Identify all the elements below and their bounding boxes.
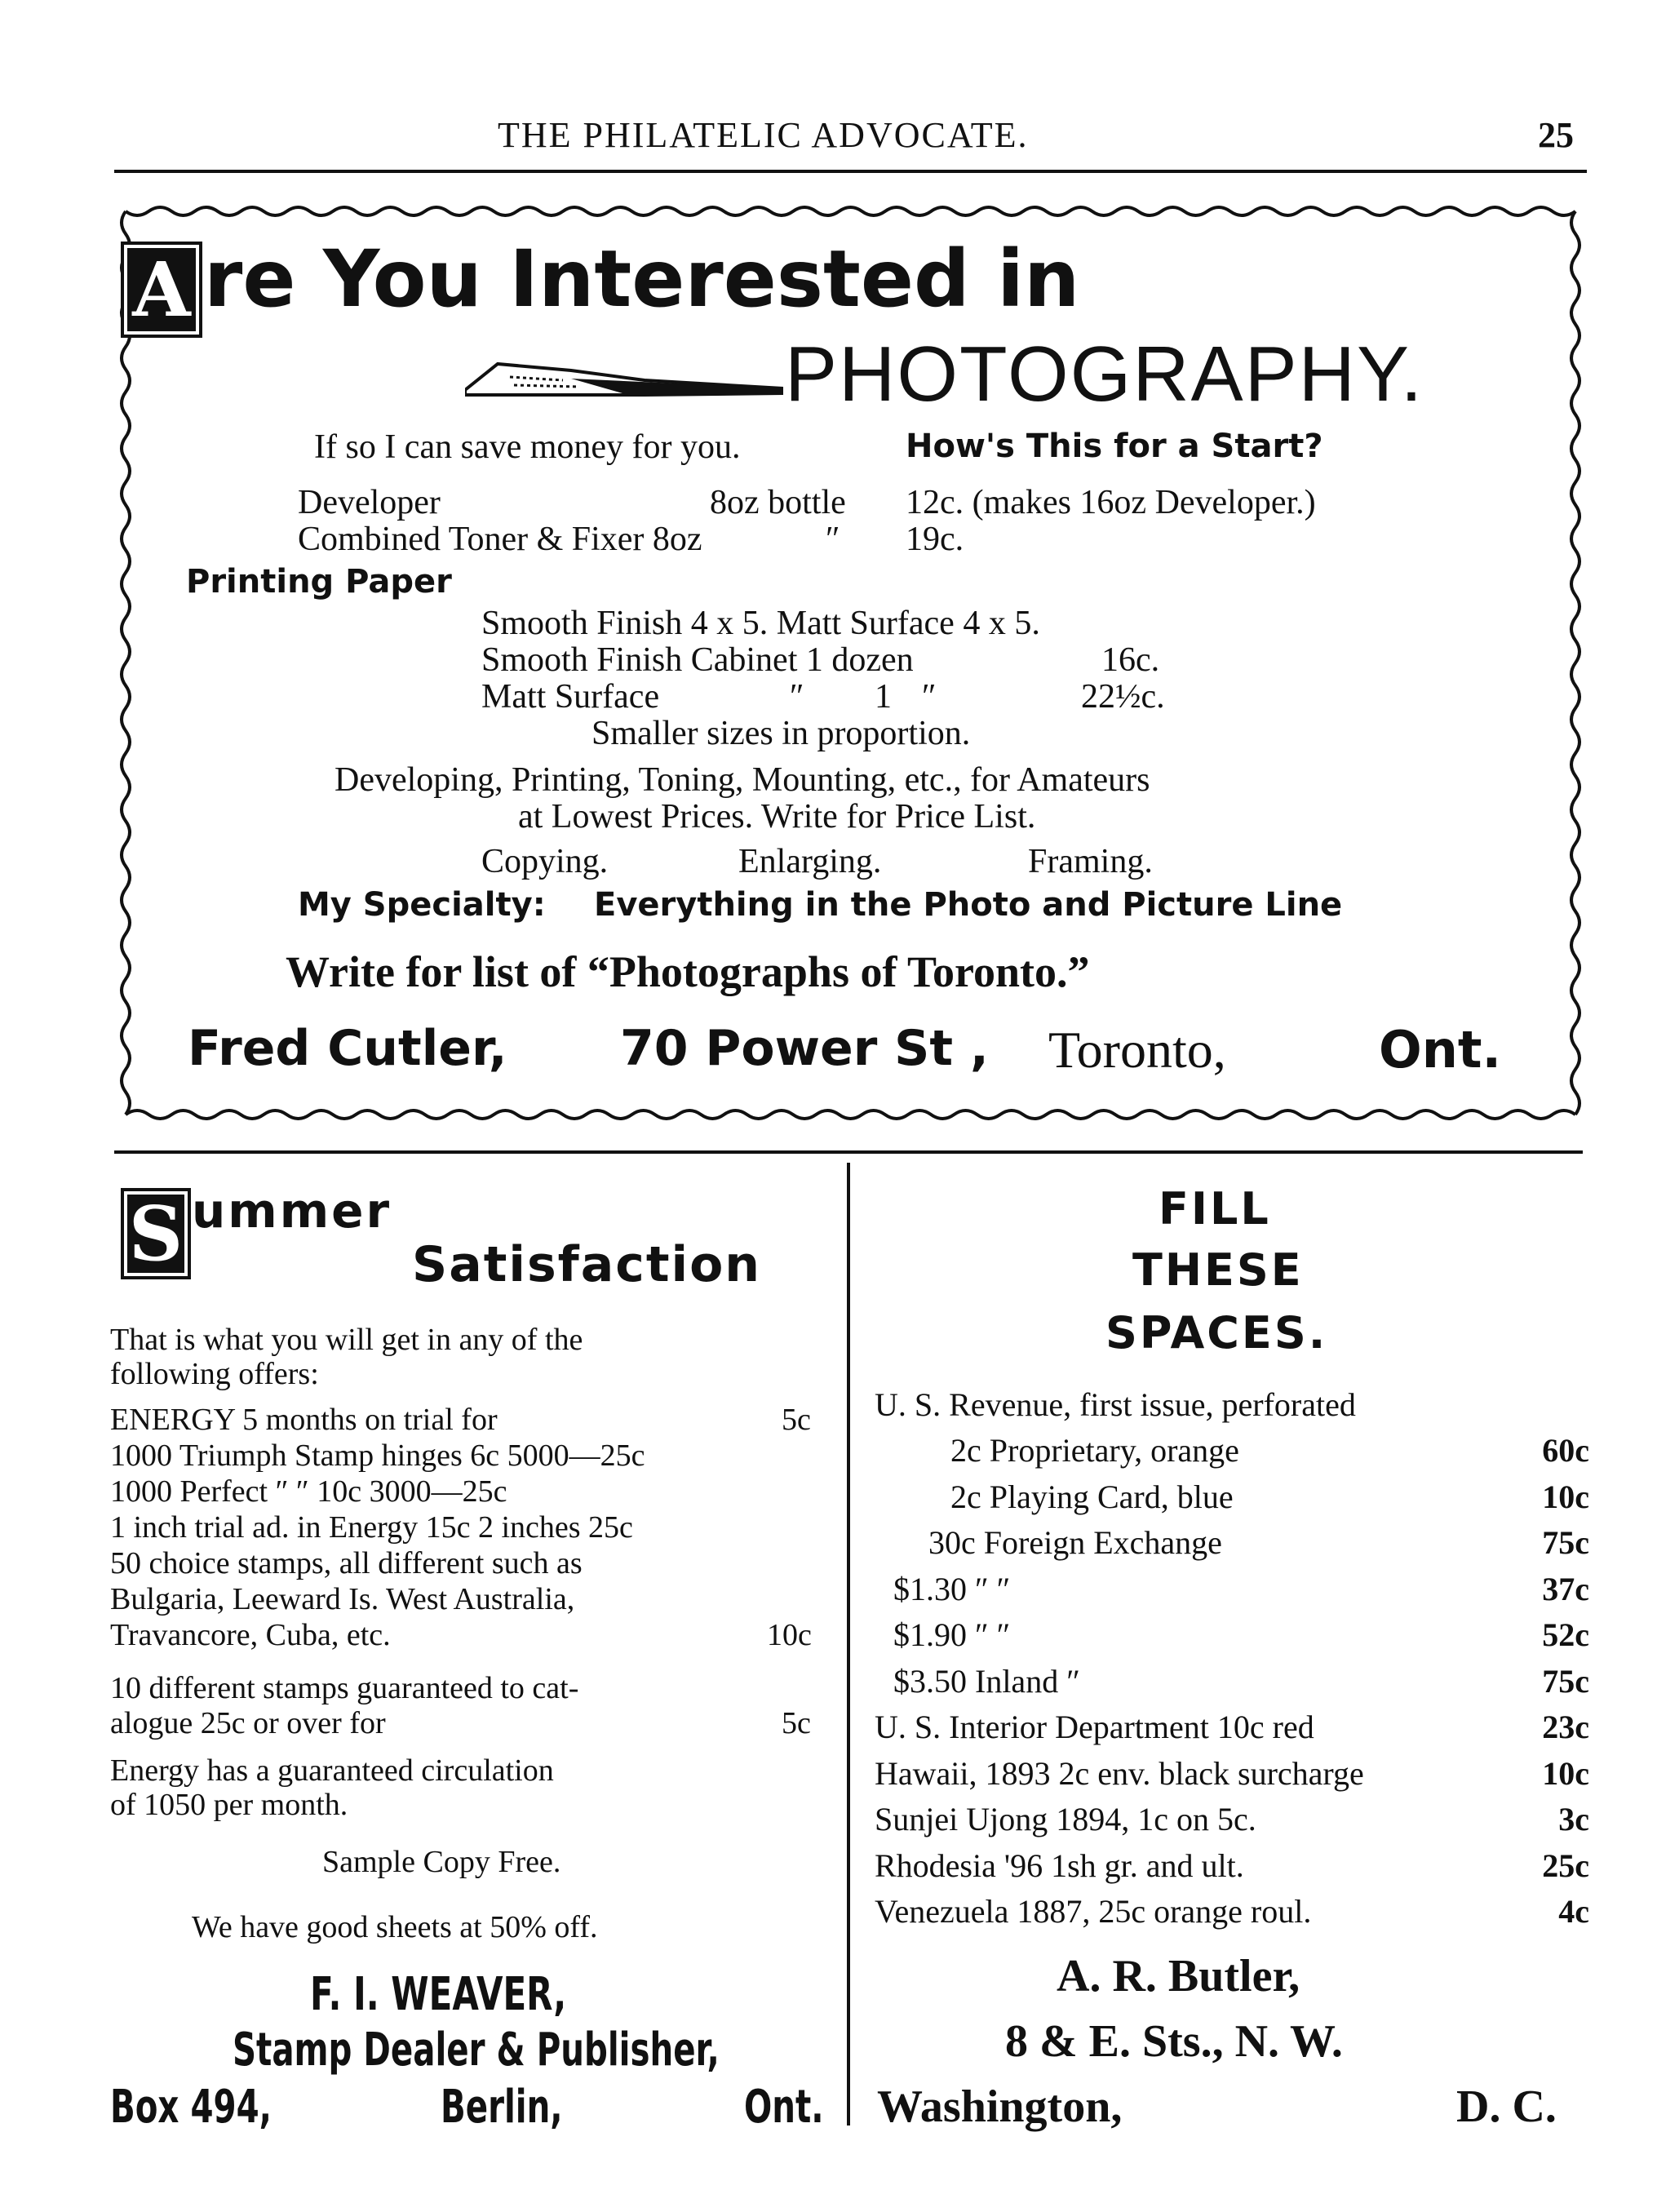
column-rule: [847, 1163, 850, 2126]
seller-district: D. C.: [1456, 2081, 1557, 2132]
photo-intro-left: If so I can save money for you.: [314, 428, 741, 466]
fill-item-text: 2c Playing Card, blue: [950, 1478, 1234, 1515]
fill-item-text: U. S. Interior Department 10c red: [875, 1709, 1314, 1745]
dealer-box: Box 494,: [110, 2081, 272, 2134]
fill-item-text: Venezuela 1887, 25c orange roul.: [875, 1893, 1312, 1930]
paper-price: 16c.: [1101, 641, 1160, 679]
fill-item-text: $1.30 ″ ″: [893, 1570, 1011, 1607]
specialty-label: My Specialty:: [298, 886, 546, 924]
fill-item-price: 23c: [1542, 1709, 1589, 1745]
dealer-name: F. I. WEAVER,: [310, 1968, 567, 2021]
summer-offer-text: 1000 Triumph Stamp hinges 6c 5000—25c: [110, 1438, 645, 1473]
paper-line: Smooth Finish Cabinet 1 dozen: [481, 641, 914, 679]
fill-item-price: 3c: [1558, 1801, 1589, 1837]
summer-title-1: ummer: [192, 1183, 392, 1239]
ten-different: alogue 25c or over for: [110, 1706, 386, 1740]
photo-name: Fred Cutler,: [188, 1020, 507, 1077]
paper-price: 22½c.: [1081, 678, 1165, 716]
photo-row-item: Combined Toner & Fixer 8oz: [298, 521, 702, 558]
fill-title-3: SPACES.: [1105, 1307, 1328, 1359]
fill-title-2: THESE: [1132, 1244, 1304, 1296]
summer-offer-text: ENERGY 5 months on trial for: [110, 1403, 498, 1437]
fill-item-text: $3.50 Inland ″: [893, 1662, 1080, 1700]
paper-line: Smooth Finish 4 x 5. Matt Surface 4 x 5.: [481, 605, 1040, 642]
photo-row-price: 12c. (makes 16oz Developer.): [906, 484, 1316, 521]
pen-icon: [465, 359, 783, 400]
specialty-text: Everything in the Photo and Picture Line: [594, 886, 1343, 924]
sample-copy: Sample Copy Free.: [322, 1845, 561, 1879]
photo-row-size: ″: [826, 521, 840, 558]
summer-title-2: Satisfaction: [412, 1236, 762, 1293]
seller-name: A. R. Butler,: [1057, 1951, 1300, 2001]
fill-item-price: 75c: [1542, 1524, 1589, 1561]
seller-address: 8 & E. Sts., N. W.: [1005, 2016, 1343, 2067]
summer-intro: That is what you will get in any of the: [110, 1323, 583, 1357]
fill-item-text: $1.90 ″ ″: [893, 1616, 1011, 1653]
circulation: of 1050 per month.: [110, 1788, 348, 1822]
summer-offer-text: Travancore, Cuba, etc.: [110, 1618, 391, 1652]
dealer-province: Ont.: [744, 2081, 824, 2134]
photo-street: 70 Power St ,: [620, 1020, 989, 1077]
summer-offer-text: Bulgaria, Leeward Is. West Australia,: [110, 1582, 575, 1616]
fill-item-price: 75c: [1542, 1662, 1589, 1700]
ten-different: 10 different stamps guaranteed to cat-: [110, 1671, 579, 1705]
fill-item-price: 10c: [1542, 1478, 1589, 1515]
photo-city: Toronto,: [1048, 1021, 1226, 1079]
paper-ditto: ″: [790, 678, 804, 716]
photo-intro-right: How's This for a Start?: [906, 428, 1323, 465]
seller-city: Washington,: [877, 2081, 1123, 2132]
fill-title-1: FILL: [1159, 1183, 1271, 1235]
paper-line: Matt Surface: [481, 678, 660, 716]
summer-offer-text: 1000 Perfect ″ ″ 10c 3000—25c: [110, 1474, 507, 1509]
summer-offer-price: 5c: [782, 1403, 811, 1437]
summer-dropcap: S: [121, 1188, 191, 1279]
fill-item-text: 2c Proprietary, orange: [950, 1432, 1239, 1469]
photo-row-size: 8oz bottle: [710, 484, 846, 521]
services-line: Developing, Printing, Toning, Mounting, etc., for Amateurs: [335, 761, 1150, 799]
photography-title: PHOTOGRAPHY.: [785, 330, 1424, 418]
dealer-town: Berlin,: [441, 2081, 563, 2134]
photo-row-price: 19c.: [906, 521, 964, 558]
paper-qty: 1: [875, 678, 892, 716]
fill-item-text: Sunjei Ujong 1894, 1c on 5c.: [875, 1801, 1256, 1837]
fill-item-price: 25c: [1542, 1846, 1589, 1884]
photo-headline: re You Interested in: [204, 233, 1080, 325]
fill-item-text: Rhodesia '96 1sh gr. and ult.: [875, 1846, 1244, 1884]
photo-dropcap: A: [121, 242, 202, 338]
summer-offer-text: 1 inch trial ad. in Energy 15c 2 inches 25c: [110, 1510, 633, 1545]
ten-different-price: 5c: [782, 1706, 811, 1740]
photo-province: Ont.: [1379, 1020, 1502, 1079]
fill-item-text: Hawaii, 1893 2c env. black surcharge: [875, 1754, 1364, 1792]
header-rule: [114, 170, 1587, 173]
fill-item-price: 10c: [1542, 1754, 1589, 1792]
summer-intro: following offers:: [110, 1357, 319, 1391]
section-rule: [114, 1150, 1583, 1154]
enlarging: Enlarging.: [738, 843, 882, 880]
photo-row-item: Developer: [298, 484, 441, 521]
dealer-title: Stamp Dealer & Publisher,: [233, 2024, 720, 2077]
fill-item-price: 60c: [1542, 1432, 1589, 1469]
write-for-list: Write for list of “Photographs of Toronto.”: [286, 947, 1090, 996]
smaller-sizes: Smaller sizes in proportion.: [591, 715, 971, 752]
fill-intro: U. S. Revenue, first issue, perforated: [875, 1386, 1356, 1423]
page-number: 25: [1538, 115, 1574, 155]
fill-item-price: 52c: [1542, 1616, 1589, 1653]
paper-ditto: ″: [922, 678, 937, 716]
running-head: THE PHILATELIC ADVOCATE.: [498, 115, 1029, 155]
summer-offer-price: 10c: [767, 1618, 812, 1652]
summer-offer-text: 50 choice stamps, all different such as: [110, 1546, 583, 1580]
good-sheets: We have good sheets at 50% off.: [192, 1910, 598, 1944]
copying: Copying.: [481, 843, 609, 880]
fill-item-price: 37c: [1542, 1570, 1589, 1607]
fill-item-text: 30c Foreign Exchange: [928, 1524, 1222, 1561]
printing-paper-label: Printing Paper: [186, 563, 452, 601]
fill-item-price: 4c: [1558, 1893, 1589, 1930]
services-line: at Lowest Prices. Write for Price List.: [518, 798, 1036, 836]
framing: Framing.: [1028, 843, 1153, 880]
circulation: Energy has a guaranteed circulation: [110, 1753, 554, 1788]
